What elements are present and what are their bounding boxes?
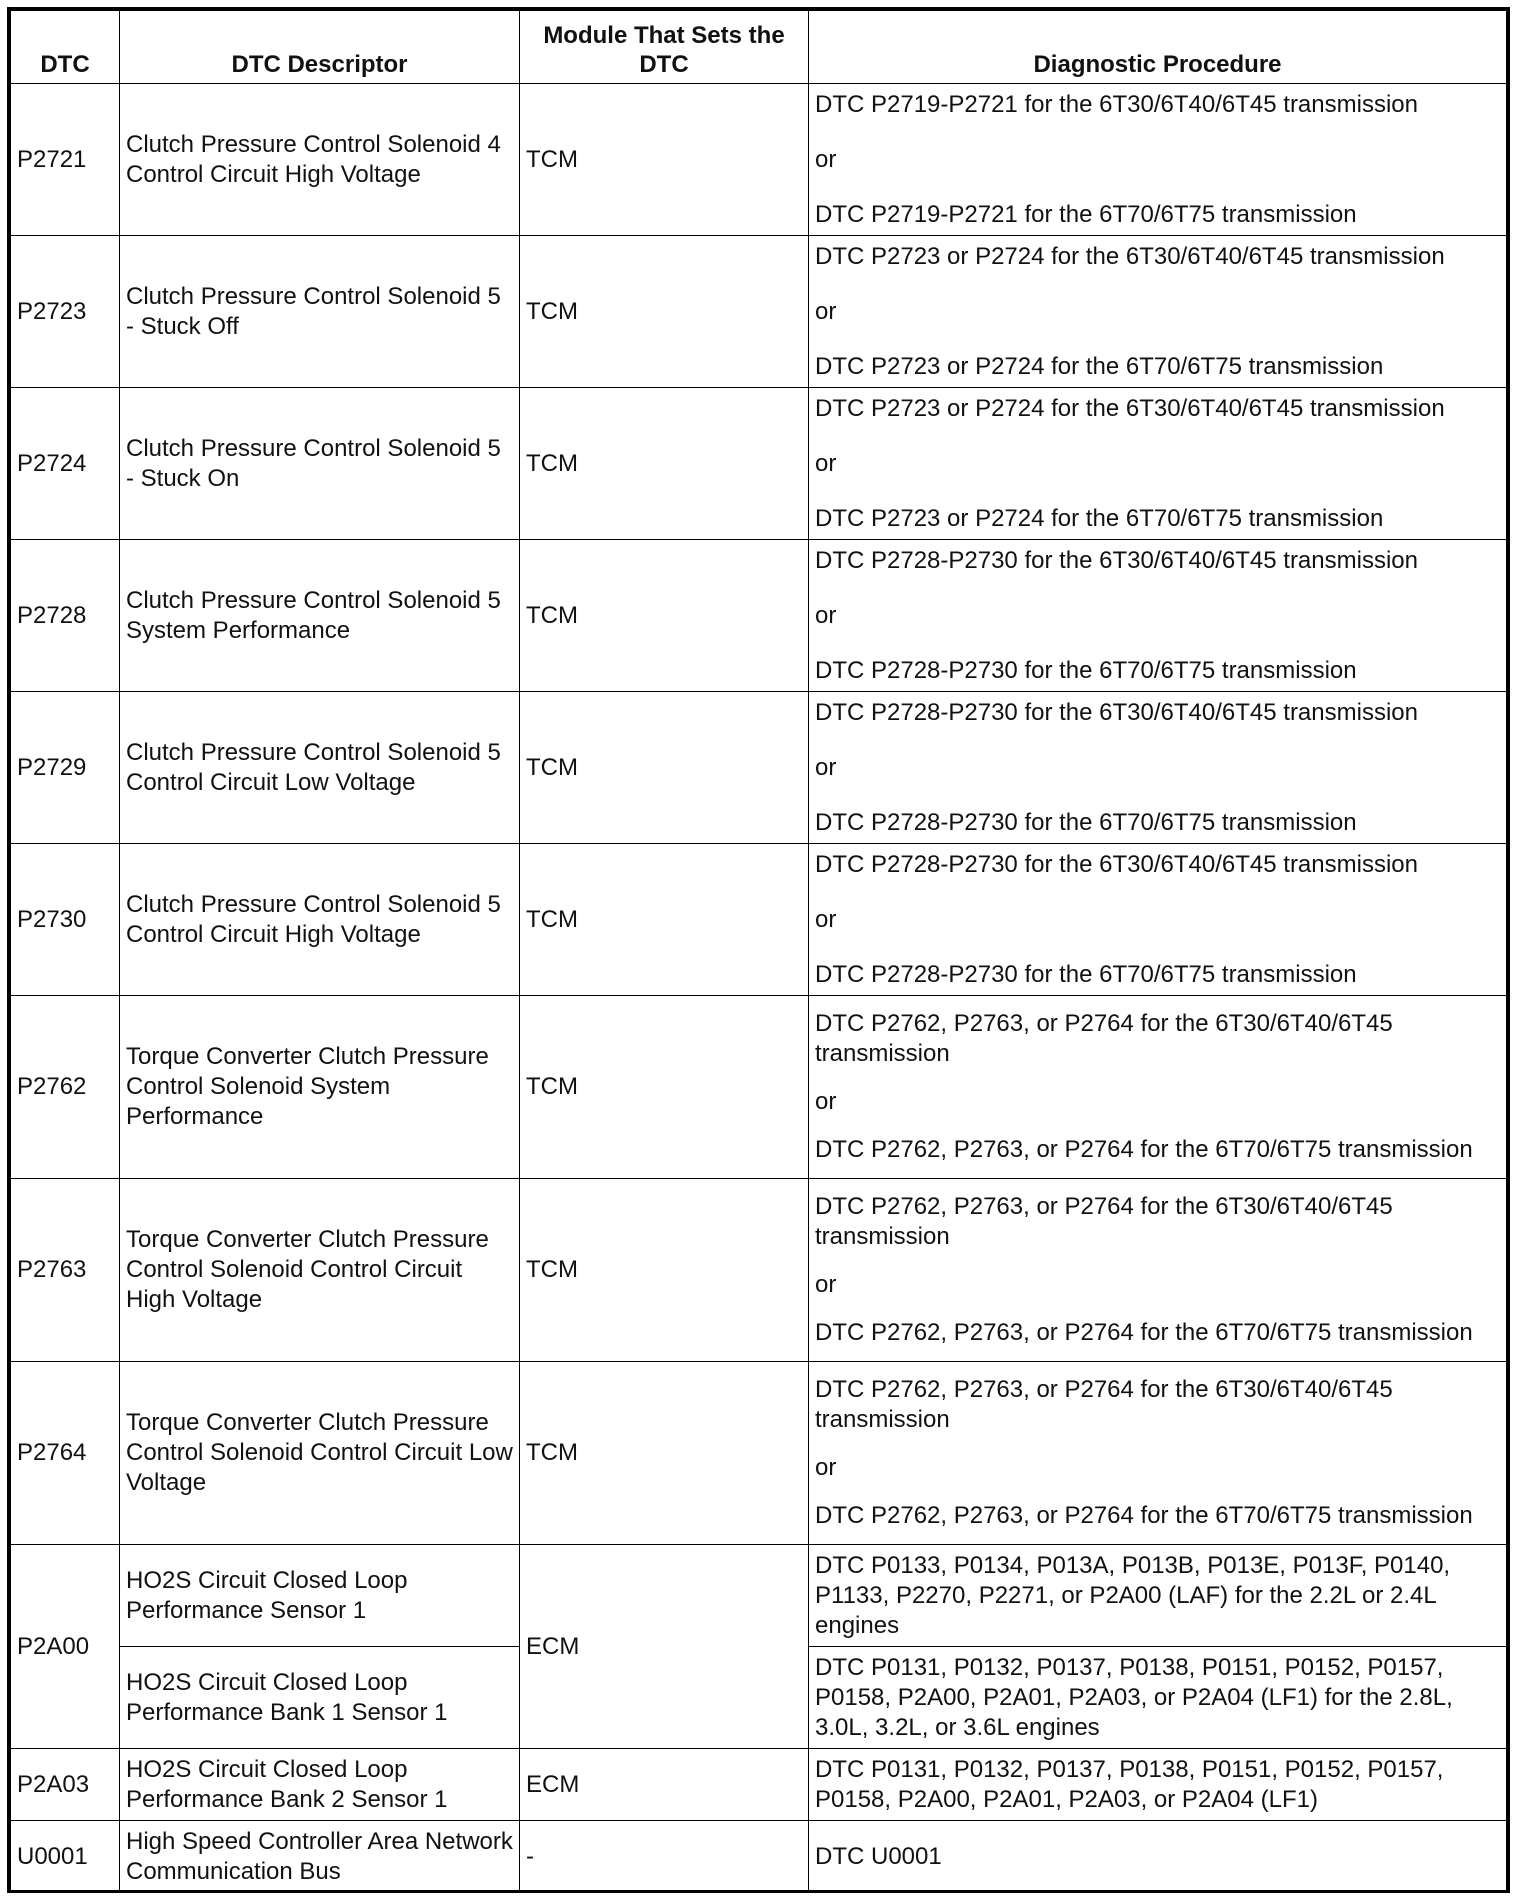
- dtc-module: TCM: [520, 236, 809, 388]
- procedure-alternate: DTC P2728-P2730 for the 6T70/6T75 transmission: [815, 656, 1357, 684]
- dtc-procedure: DTC P0131, P0132, P0137, P0138, P0151, P0152, P0157, P0158, P2A00, P2A01, P2A03, or P2A04 (LF1) for the 2.8L, 3.0L, 3.2L, or 3.6L engines: [809, 1647, 1507, 1749]
- dtc-descriptor: Torque Converter Clutch Pressure Control Solenoid System Performance: [120, 996, 520, 1179]
- dtc-module: TCM: [520, 540, 809, 692]
- procedure-primary: DTC P2719-P2721 for the 6T30/6T40/6T45 transmission: [815, 90, 1418, 118]
- header-module: Module That Sets the DTC: [520, 11, 809, 84]
- header-descriptor: DTC Descriptor: [120, 11, 520, 84]
- table-row: [11, 692, 1507, 844]
- procedure-alternate: DTC P2762, P2763, or P2764 for the 6T70/6T75 transmission: [815, 1319, 1473, 1346]
- dtc-code: P2764: [11, 1362, 120, 1545]
- dtc-procedure: [809, 388, 1507, 540]
- dtc-table: [10, 10, 1507, 1893]
- dtc-code: P2A03: [11, 1749, 120, 1821]
- table-header-row: [11, 11, 1507, 84]
- procedure-primary: DTC P2728-P2730 for the 6T30/6T40/6T45 transmission: [815, 698, 1418, 726]
- dtc-descriptor: Clutch Pressure Control Solenoid 4 Control Circuit High Voltage: [120, 84, 520, 236]
- dtc-procedure: [809, 540, 1507, 692]
- procedure-or: or: [815, 297, 837, 325]
- procedure-or: or: [815, 1271, 837, 1298]
- dtc-procedure: [809, 1179, 1507, 1362]
- dtc-descriptor: Torque Converter Clutch Pressure Control Solenoid Control Circuit Low Voltage: [120, 1362, 520, 1545]
- dtc-procedure: [809, 692, 1507, 844]
- table-row: [11, 1821, 1507, 1893]
- dtc-code: P2724: [11, 388, 120, 540]
- procedure-alternate: DTC P2762, P2763, or P2764 for the 6T70/6T75 transmission: [815, 1502, 1473, 1529]
- procedure-or: or: [815, 449, 837, 477]
- procedure-or: or: [815, 601, 837, 629]
- dtc-procedure: [809, 1362, 1507, 1545]
- procedure-alternate: DTC P2723 or P2724 for the 6T70/6T75 transmission: [815, 504, 1384, 532]
- dtc-module: TCM: [520, 84, 809, 236]
- dtc-procedure: [809, 844, 1507, 996]
- dtc-descriptor: Torque Converter Clutch Pressure Control Solenoid Control Circuit High Voltage: [120, 1179, 520, 1362]
- dtc-module: TCM: [520, 996, 809, 1179]
- procedure-alternate: DTC P2728-P2730 for the 6T70/6T75 transmission: [815, 960, 1357, 988]
- dtc-module: TCM: [520, 844, 809, 996]
- dtc-code: P2721: [11, 84, 120, 236]
- procedure-primary: DTC P2762, P2763, or P2764 for the 6T30/6T40/6T45 transmission: [815, 1010, 1393, 1067]
- header-dtc: DTC: [11, 11, 120, 84]
- dtc-module: ECM: [520, 1749, 809, 1821]
- table-row: [11, 1545, 1507, 1647]
- dtc-descriptor: Clutch Pressure Control Solenoid 5 Control Circuit Low Voltage: [120, 692, 520, 844]
- procedure-primary: DTC P2762, P2763, or P2764 for the 6T30/6T40/6T45 transmission: [815, 1193, 1393, 1250]
- procedure-primary: DTC P2728-P2730 for the 6T30/6T40/6T45 transmission: [815, 546, 1418, 574]
- dtc-descriptor: Clutch Pressure Control Solenoid 5 Control Circuit High Voltage: [120, 844, 520, 996]
- dtc-code: P2729: [11, 692, 120, 844]
- procedure-alternate: DTC P2728-P2730 for the 6T70/6T75 transmission: [815, 808, 1357, 836]
- dtc-descriptor: HO2S Circuit Closed Loop Performance Bank 2 Sensor 1: [120, 1749, 520, 1821]
- procedure-or: or: [815, 1088, 837, 1115]
- dtc-code: P2728: [11, 540, 120, 692]
- procedure-or: or: [815, 145, 837, 173]
- table-row: [11, 1749, 1507, 1821]
- procedure-or: or: [815, 753, 837, 781]
- dtc-code: P2730: [11, 844, 120, 996]
- dtc-descriptor: Clutch Pressure Control Solenoid 5 - Stuck Off: [120, 236, 520, 388]
- procedure-primary: DTC P2723 or P2724 for the 6T30/6T40/6T45 transmission: [815, 242, 1445, 270]
- dtc-module: -: [520, 1821, 809, 1893]
- procedure-primary: DTC P2762, P2763, or P2764 for the 6T30/6T40/6T45 transmission: [815, 1376, 1393, 1433]
- table-row: [11, 996, 1507, 1179]
- table-row: [11, 84, 1507, 236]
- table-row: [11, 1362, 1507, 1545]
- table-row: [11, 388, 1507, 540]
- procedure-alternate: DTC P2723 or P2724 for the 6T70/6T75 transmission: [815, 352, 1384, 380]
- procedure-primary: DTC P2723 or P2724 for the 6T30/6T40/6T45 transmission: [815, 394, 1445, 422]
- dtc-module: TCM: [520, 1179, 809, 1362]
- dtc-module: TCM: [520, 1362, 809, 1545]
- procedure-primary: DTC P2728-P2730 for the 6T30/6T40/6T45 transmission: [815, 850, 1418, 878]
- dtc-procedure: [809, 84, 1507, 236]
- dtc-descriptor: Clutch Pressure Control Solenoid 5 System Performance: [120, 540, 520, 692]
- header-procedure: Diagnostic Procedure: [809, 11, 1507, 84]
- table-row: [11, 1179, 1507, 1362]
- dtc-procedure: [809, 996, 1507, 1179]
- dtc-procedure: DTC P0131, P0132, P0137, P0138, P0151, P0152, P0157, P0158, P2A00, P2A01, P2A03, or P2A04 (LF1): [809, 1749, 1507, 1821]
- dtc-code: P2763: [11, 1179, 120, 1362]
- dtc-code: P2A00: [11, 1545, 120, 1749]
- procedure-alternate: DTC P2719-P2721 for the 6T70/6T75 transmission: [815, 200, 1357, 228]
- dtc-code: P2762: [11, 996, 120, 1179]
- dtc-descriptor: High Speed Controller Area Network Communication Bus: [120, 1821, 520, 1893]
- dtc-document: [7, 7, 1510, 1893]
- dtc-procedure: DTC U0001: [809, 1821, 1507, 1893]
- table-row: [11, 540, 1507, 692]
- dtc-module: TCM: [520, 692, 809, 844]
- dtc-module: TCM: [520, 388, 809, 540]
- dtc-procedure: [809, 236, 1507, 388]
- dtc-descriptor: HO2S Circuit Closed Loop Performance Sensor 1: [120, 1545, 520, 1647]
- table-row: [11, 844, 1507, 996]
- dtc-module: ECM: [520, 1545, 809, 1749]
- dtc-code: P2723: [11, 236, 120, 388]
- procedure-or: or: [815, 905, 837, 933]
- dtc-descriptor: HO2S Circuit Closed Loop Performance Bank 1 Sensor 1: [120, 1647, 520, 1749]
- procedure-alternate: DTC P2762, P2763, or P2764 for the 6T70/6T75 transmission: [815, 1136, 1473, 1163]
- procedure-or: or: [815, 1454, 837, 1481]
- dtc-procedure: DTC P0133, P0134, P013A, P013B, P013E, P013F, P0140, P1133, P2270, P2271, or P2A00 (LAF) for the 2.2L or 2.4L engines: [809, 1545, 1507, 1647]
- table-row: [11, 236, 1507, 388]
- dtc-code: U0001: [11, 1821, 120, 1893]
- dtc-descriptor: Clutch Pressure Control Solenoid 5 - Stuck On: [120, 388, 520, 540]
